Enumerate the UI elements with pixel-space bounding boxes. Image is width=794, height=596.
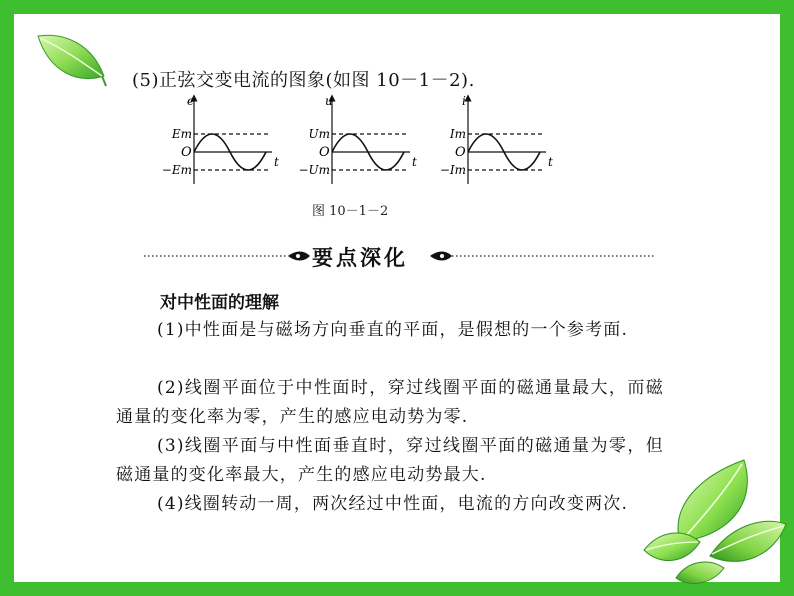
graph-e-min: −Em xyxy=(161,163,192,177)
graph-i-min: −Im xyxy=(439,163,466,177)
paragraph-4: (4)线圈转动一周，两次经过中性面，电流的方向改变两次. xyxy=(157,494,629,514)
graph-u-min: −Um xyxy=(298,163,330,177)
subheading: 对中性面的理解 xyxy=(160,293,279,313)
graph-e-max: Em xyxy=(171,127,192,141)
graph-i-figure xyxy=(426,92,566,188)
graph-u-y-label: u xyxy=(325,94,333,108)
paragraph-1: (1)中性面是与磁场方向垂直的平面，是假想的一个参考面. xyxy=(157,320,629,340)
graph-u-origin: O xyxy=(319,145,330,160)
graph-u xyxy=(298,94,417,184)
graph-i-y-label: i xyxy=(462,94,466,108)
leaf-decoration-icon xyxy=(34,30,108,88)
graph-i-x-label: t xyxy=(548,155,553,169)
graph-e-x-label: t xyxy=(274,155,279,169)
graph-i-max: Im xyxy=(449,127,466,141)
sine-graphs-figure xyxy=(160,92,460,188)
graph-e-y-label: e xyxy=(187,94,195,108)
graph-e xyxy=(162,94,279,184)
graph-i-origin: O xyxy=(455,145,466,160)
item-5-heading: (5)正弦交变电流的图象(如图 10－1－2). xyxy=(132,70,475,91)
graph-e-origin: O xyxy=(181,145,192,160)
section-title: 要点深化 xyxy=(312,246,408,270)
figure-caption: 图 10－1－2 xyxy=(312,204,389,219)
paragraph-3: (3)线圈平面与中性面垂直时，穿过线圈平面的磁通量为零，但磁通量的变化率最大，产生的感应电动势最大. xyxy=(116,436,664,485)
graph-u-max: Um xyxy=(308,127,330,141)
graph-u-x-label: t xyxy=(412,155,417,169)
paragraph-2: (2)线圈平面位于中性面时，穿过线圈平面的磁通量最大，而磁通量的变化率为零，产生的感应电动势为零. xyxy=(116,378,664,427)
